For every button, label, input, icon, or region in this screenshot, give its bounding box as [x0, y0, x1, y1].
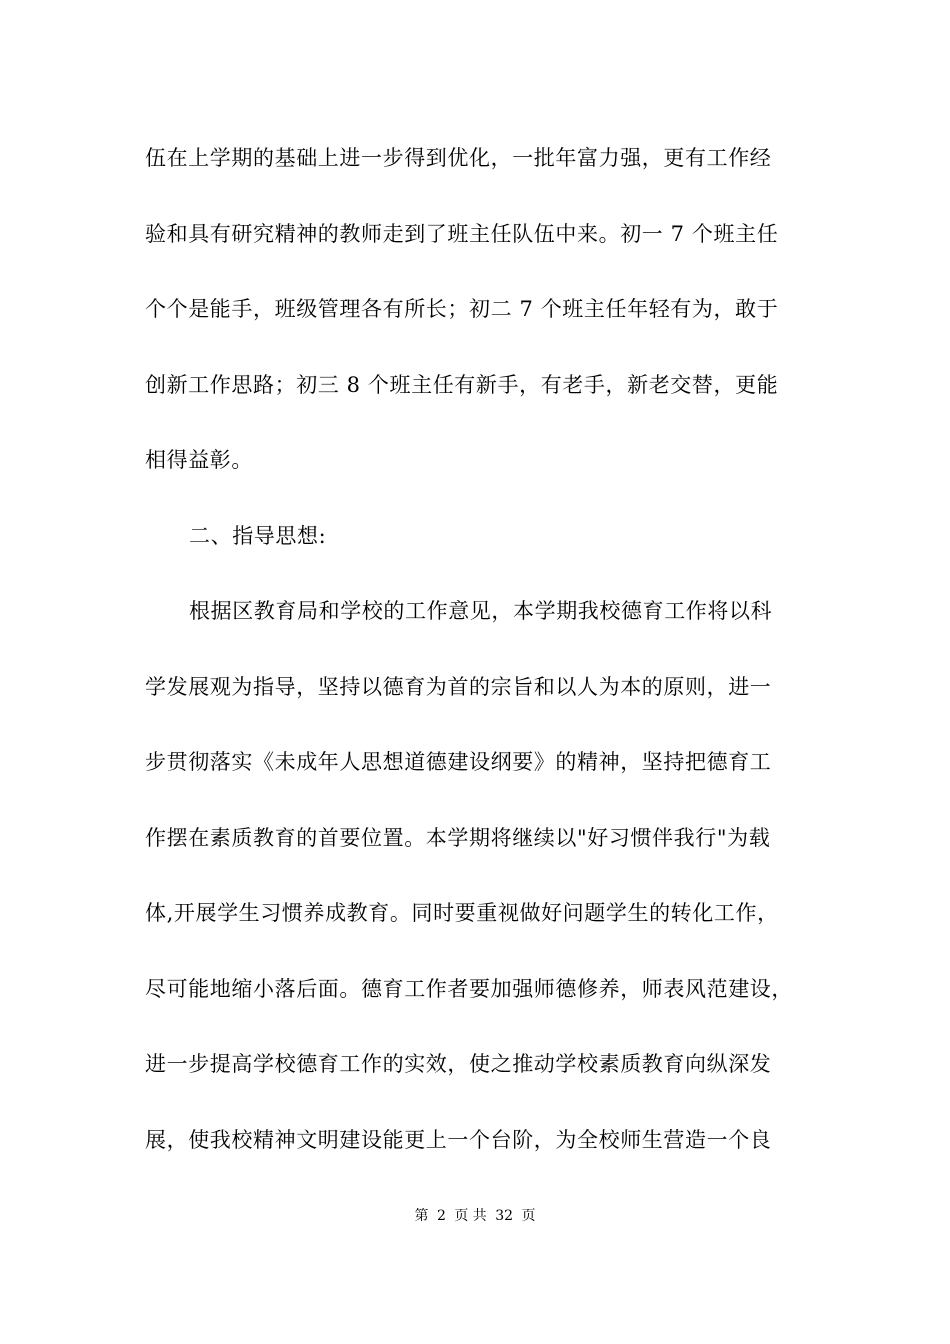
paragraph-line: 展，使我校精神文明建设能更上一个台阶，为全校师生营造一个良 [145, 1127, 772, 1152]
paragraph-line: 进一步提高学校德育工作的实效，使之推动学校素质教育向纵深发 [145, 1052, 772, 1076]
page-footer [0, 1204, 950, 1228]
paragraph-line: 体,开展学生习惯养成教育。同时要重视做好问题学生的转化工作， [145, 901, 779, 925]
footer-middle: 页 共 [454, 1208, 487, 1224]
footer-prefix: 第 [414, 1208, 429, 1224]
footer-suffix: 页 [521, 1208, 536, 1224]
paragraph-line: 创新工作思路；初三 8 个班主任有新手，有老手，新老交替，更能 [145, 372, 779, 397]
paragraph-line: 尽可能地缩小落后面。德育工作者要加强师德修养，师表风范建设， [145, 976, 793, 1001]
paragraph-line: 伍在上学期的基础上进一步得到优化，一批年富力强，更有工作经 [145, 146, 772, 170]
document-body [145, 136, 825, 1193]
paragraph-line: 相得益彰。 [145, 448, 253, 472]
section-heading: 二、指导思想: [189, 523, 327, 548]
paragraph-line: 根据区教育局和学校的工作意见，本学期我校德育工作将以科 [189, 599, 773, 623]
paragraph-line: 验和具有研究精神的教师走到了班主任队伍中来。初一 7 个班主任 [145, 221, 779, 246]
paragraph-line: 步贯彻落实《未成年人思想道德建设纲要》的精神，坚持把德育工 [145, 750, 772, 774]
paragraph-line: 个个是能手，班级管理各有所长；初二 7 个班主任年轻有为，敢于 [145, 297, 779, 321]
paragraph-line: 作摆在素质教育的首要位置。本学期将继续以"好习惯伴我行"为载 [145, 825, 771, 850]
current-page-number: 2 [436, 1208, 446, 1224]
paragraph-line: 学发展观为指导，坚持以德育为首的宗旨和以人为本的原则，进一 [145, 674, 772, 699]
total-page-count: 32 [495, 1208, 514, 1224]
